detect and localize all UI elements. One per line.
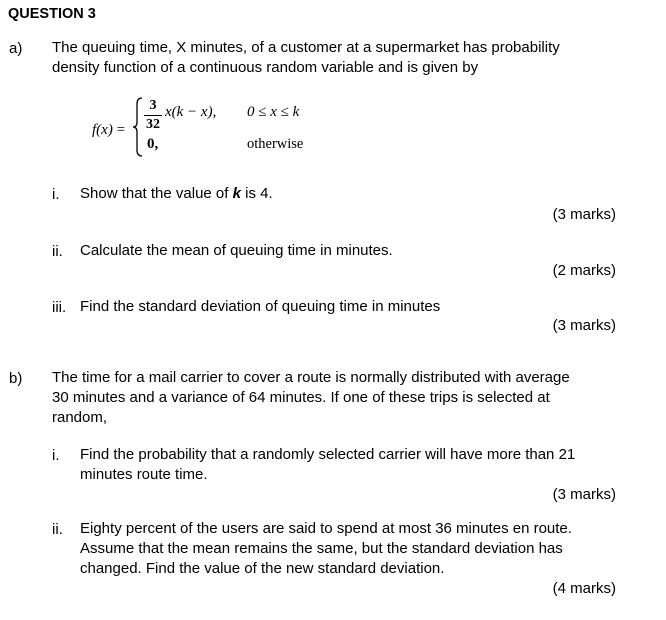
part-b-line-3: random,	[52, 409, 108, 426]
item-b-ii-marks: (4 marks)	[552, 580, 616, 597]
item-b-i-label: i.	[52, 447, 60, 464]
item-b-ii-line-2: Assume that the mean remains the same, but the standard deviation has	[80, 540, 563, 557]
formula-value-2: 0,	[147, 136, 159, 152]
part-b-label: b)	[9, 370, 23, 387]
fraction-3-over-32: 3 32	[146, 98, 160, 132]
item-a-i-marks: (3 marks)	[552, 206, 616, 223]
formula-condition-1: 0 ≤ x ≤ k	[247, 104, 300, 120]
item-a-ii-text: Calculate the mean of queuing time in minutes.	[80, 242, 393, 259]
formula-lhs: f(x) =	[92, 122, 126, 138]
question-heading: QUESTION 3	[8, 6, 96, 22]
item-a-ii-marks: (2 marks)	[552, 262, 616, 279]
item-a-ii-label: ii.	[52, 243, 63, 260]
item-a-iii-text: Find the standard deviation of queuing time in minutes	[80, 298, 441, 315]
part-a-line-1: The queuing time, X minutes, of a customer at a supermarket has probability	[52, 39, 560, 56]
item-b-i-line-1: Find the probability that a randomly selected carrier will have more than 21	[80, 446, 576, 463]
item-a-i-text: Show that the value of k is 4.	[80, 185, 273, 202]
formula-condition-2: otherwise	[247, 136, 304, 152]
item-a-iii-label: iii.	[52, 299, 67, 316]
item-a-iii-marks: (3 marks)	[552, 317, 616, 334]
part-b-line-1: The time for a mail carrier to cover a route is normally distributed with average	[52, 369, 570, 386]
item-b-ii-label: ii.	[52, 521, 63, 538]
pdf-formula	[92, 96, 352, 158]
left-brace-icon	[132, 96, 144, 158]
item-b-ii-line-3: changed. Find the value of the new standard deviation.	[80, 560, 445, 577]
item-b-i-line-2: minutes route time.	[80, 466, 208, 483]
item-a-i-label: i.	[52, 186, 60, 203]
formula-expression: x(k − x),	[165, 104, 217, 120]
item-b-ii-line-1: Eighty percent of the users are said to spend at most 36 minutes en route.	[80, 520, 572, 537]
item-b-i-marks: (3 marks)	[552, 486, 616, 503]
part-a-label: a)	[9, 40, 23, 57]
part-b-line-2: 30 minutes and a variance of 64 minutes. If one of these trips is selected at	[52, 389, 550, 406]
part-a-line-2: density function of a continuous random variable and is given by	[52, 59, 479, 76]
